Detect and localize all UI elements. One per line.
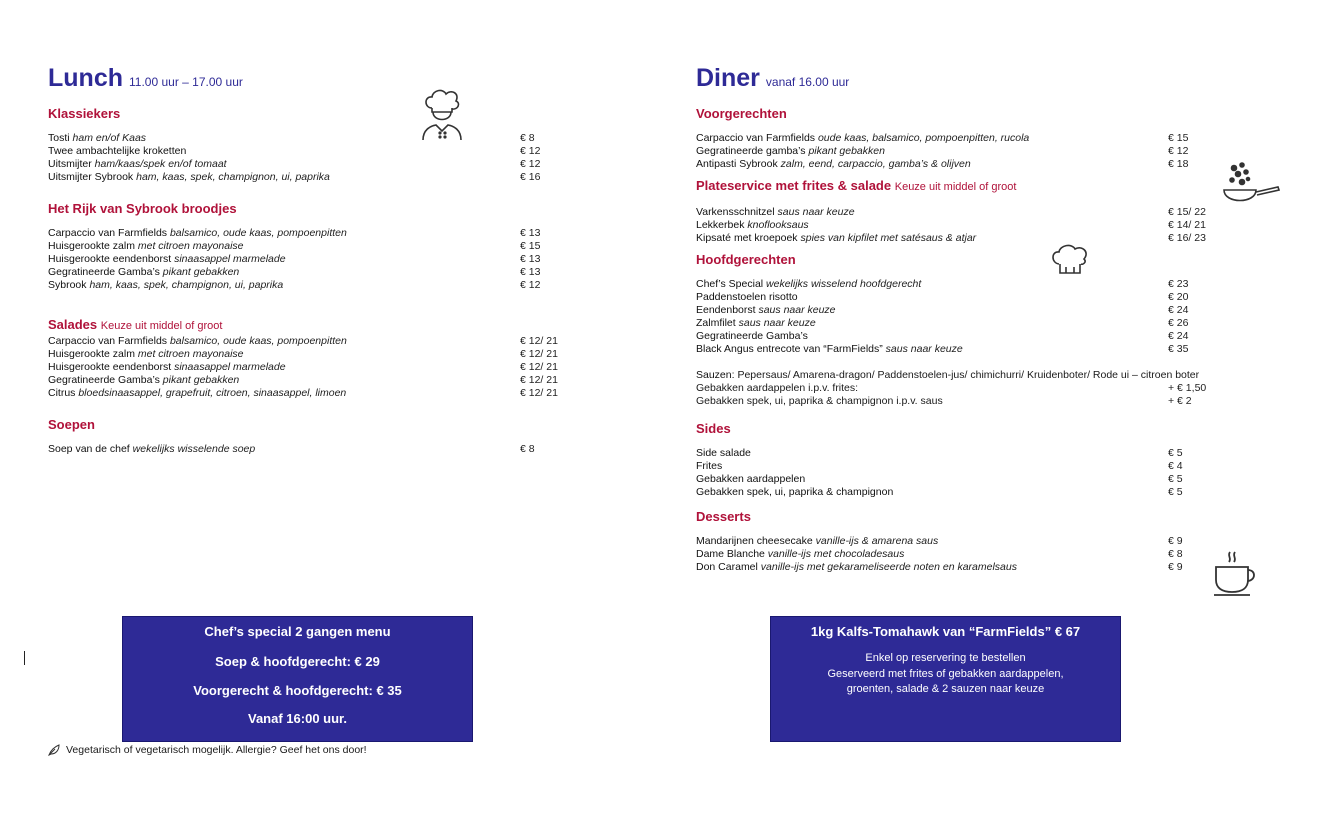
- section-voorgerechten: [696, 106, 1271, 171]
- section-hoofdgerechten: [696, 252, 1271, 356]
- menu-item: Mandarijnen cheesecake vanille-ijs & amarena saus € 9: [696, 535, 1183, 547]
- section-title: Hoofdgerechten: [696, 252, 796, 267]
- box-line: Voorgerecht & hoofdgerecht: € 35: [193, 683, 402, 698]
- menu-item: Huisgerookte eendenborst sinaasappel marmelade € 13: [48, 253, 541, 265]
- section-title: Plateservice met frites & salade Keuze uit middel of groot: [696, 178, 1017, 193]
- extra-line: Gebakken spek, ui, paprika & champignon i.p.v. saus + € 2: [696, 395, 1192, 407]
- menu-item: Tosti ham en/of Kaas € 8: [48, 132, 535, 144]
- section-title: Voorgerechten: [696, 106, 787, 121]
- box-title: Chef’s special 2 gangen menu: [204, 624, 391, 639]
- leaf-icon: [48, 744, 60, 756]
- menu-item: Uitsmijter ham/kaas/spek en/of tomaat € 12: [48, 158, 541, 170]
- menu-item: Varkensschnitzel saus naar keuze € 15/ 22: [696, 206, 1206, 218]
- menu-item: Gebakken aardappelen € 5: [696, 473, 1183, 485]
- menu-item: Gegratineerde Gamba’s pikant gebakken € 12/ 21: [48, 374, 558, 386]
- menu-item: Zalmfilet saus naar keuze € 26: [696, 317, 1189, 329]
- menu-item: Gebakken spek, ui, paprika & champignon € 5: [696, 486, 1183, 498]
- box-line: Enkel op reservering te bestellen: [865, 652, 1026, 664]
- chef-hat-icon: [1050, 244, 1090, 281]
- menu-item: Chef’s Special wekelijks wisselend hoofdgerecht € 23: [696, 278, 1189, 290]
- chef-icon: [418, 88, 466, 147]
- sauce-block: [696, 369, 1271, 408]
- diner-hours: vanaf 16.00 uur: [765, 75, 850, 89]
- menu-item: Soep van de chef wekelijks wisselende soep € 8: [48, 443, 535, 455]
- menu-item: Twee ambachtelijke kroketten € 12: [48, 145, 541, 157]
- menu-item: Uitsmijter Sybrook ham, kaas, spek, champignon, ui, paprika € 16: [48, 171, 541, 183]
- tomahawk-box: [770, 616, 1121, 742]
- box-line: groenten, salade & 2 sauzen naar keuze: [846, 683, 1045, 695]
- menu-item: Paddenstoelen risotto € 20: [696, 291, 1189, 303]
- extra-line: Gebakken aardappelen i.p.v. frites: + € 1,50: [696, 382, 1207, 394]
- lunch-column: [48, 64, 558, 456]
- box-line: Geserveerd met frites of gebakken aardappelen,: [827, 667, 1064, 680]
- section-title: Soepen: [48, 417, 95, 432]
- section-title: Klassiekers: [48, 106, 121, 121]
- section-title: Het Rijk van Sybrook broodjes: [48, 201, 237, 216]
- section-plateservice: [696, 178, 1271, 245]
- menu-item: Antipasti Sybrook zalm, eend, carpaccio, gamba’s & olijven € 18: [696, 158, 1189, 170]
- chefs-special-box: [122, 616, 473, 742]
- box-line: Vanaf 16:00 uur.: [248, 711, 347, 726]
- menu-item: Carpaccio van Farmfields oude kaas, balsamico, pompoenpitten, rucola € 15: [696, 132, 1189, 144]
- menu-item: Frites € 4: [696, 460, 1183, 472]
- frying-pan-icon: [1220, 160, 1282, 213]
- section-title: Desserts: [696, 509, 751, 524]
- menu-item: Lekkerbek knoflooksaus € 14/ 21: [696, 219, 1206, 231]
- diner-column: [696, 64, 1271, 574]
- diner-header: [696, 64, 1271, 93]
- coffee-cup-icon: [1212, 550, 1258, 603]
- menu-item: Kipsaté met kroepoek spies van kipfilet met satésaus & atjar € 16/ 23: [696, 232, 1206, 244]
- section-title: Salades Keuze uit middel of groot: [48, 317, 223, 332]
- text-cursor-marker: [24, 651, 25, 665]
- section-sides: [696, 421, 1271, 499]
- section-soepen: [48, 417, 548, 456]
- menu-item: Gegratineerde Gamba’s € 24: [696, 330, 1189, 342]
- menu-item: Citrus bloedsinaasappel, grapefruit, citroen, sinaasappel, limoen € 12/ 21: [48, 387, 558, 399]
- section-klassiekers: [48, 106, 548, 184]
- menu-item: Sybrook ham, kaas, spek, champignon, ui, paprika € 12: [48, 279, 541, 291]
- menu-item: Gegratineerde gamba’s pikant gebakken € 12: [696, 145, 1189, 157]
- diner-title: Diner: [696, 64, 760, 92]
- menu-item: Huisgerookte eendenborst sinaasappel marmelade € 12/ 21: [48, 361, 558, 373]
- section-broodjes: [48, 201, 548, 292]
- box-line: Soep & hoofdgerecht: € 29: [215, 654, 380, 669]
- section-desserts: [696, 509, 1271, 574]
- box-title: 1kg Kalfs-Tomahawk van “FarmFields” € 67: [810, 624, 1081, 639]
- menu-item: Carpaccio van Farmfields balsamico, oude kaas, pompoenpitten € 13: [48, 227, 541, 239]
- vegetarian-note: [48, 744, 367, 756]
- menu-item: Huisgerookte zalm met citroen mayonaise € 12/ 21: [48, 348, 558, 360]
- sauces-line: Sauzen: Pepersaus/ Amarena-dragon/ Paddenstoelen-jus/ chimichurri/ Kruidenboter/ Rode ui – citroen boter: [696, 369, 1200, 381]
- menu-item: Eendenborst saus naar keuze € 24: [696, 304, 1189, 316]
- menu-item: Black Angus entrecote van “FarmFields” saus naar keuze € 35: [696, 343, 1189, 355]
- vegetarian-note-text: Vegetarisch of vegetarisch mogelijk. Allergie? Geef het ons door!: [66, 744, 367, 756]
- section-salades: [48, 317, 558, 400]
- section-title: Sides: [696, 421, 731, 436]
- lunch-hours: 11.00 uur – 17.00 uur: [129, 75, 243, 89]
- menu-item: Gegratineerde Gamba’s pikant gebakken € 13: [48, 266, 541, 278]
- lunch-title: Lunch: [48, 64, 123, 92]
- menu-item: Side salade € 5: [696, 447, 1183, 459]
- lunch-header: [48, 64, 548, 93]
- menu-item: Carpaccio van Farmfields balsamico, oude kaas, pompoenpitten € 12/ 21: [48, 335, 558, 347]
- menu-item: Don Caramel vanille-ijs met gekarameliseerde noten en karamelsaus € 9: [696, 561, 1183, 573]
- menu-item: Dame Blanche vanille-ijs met chocoladesaus € 8: [696, 548, 1183, 560]
- menu-item: Huisgerookte zalm met citroen mayonaise € 15: [48, 240, 541, 252]
